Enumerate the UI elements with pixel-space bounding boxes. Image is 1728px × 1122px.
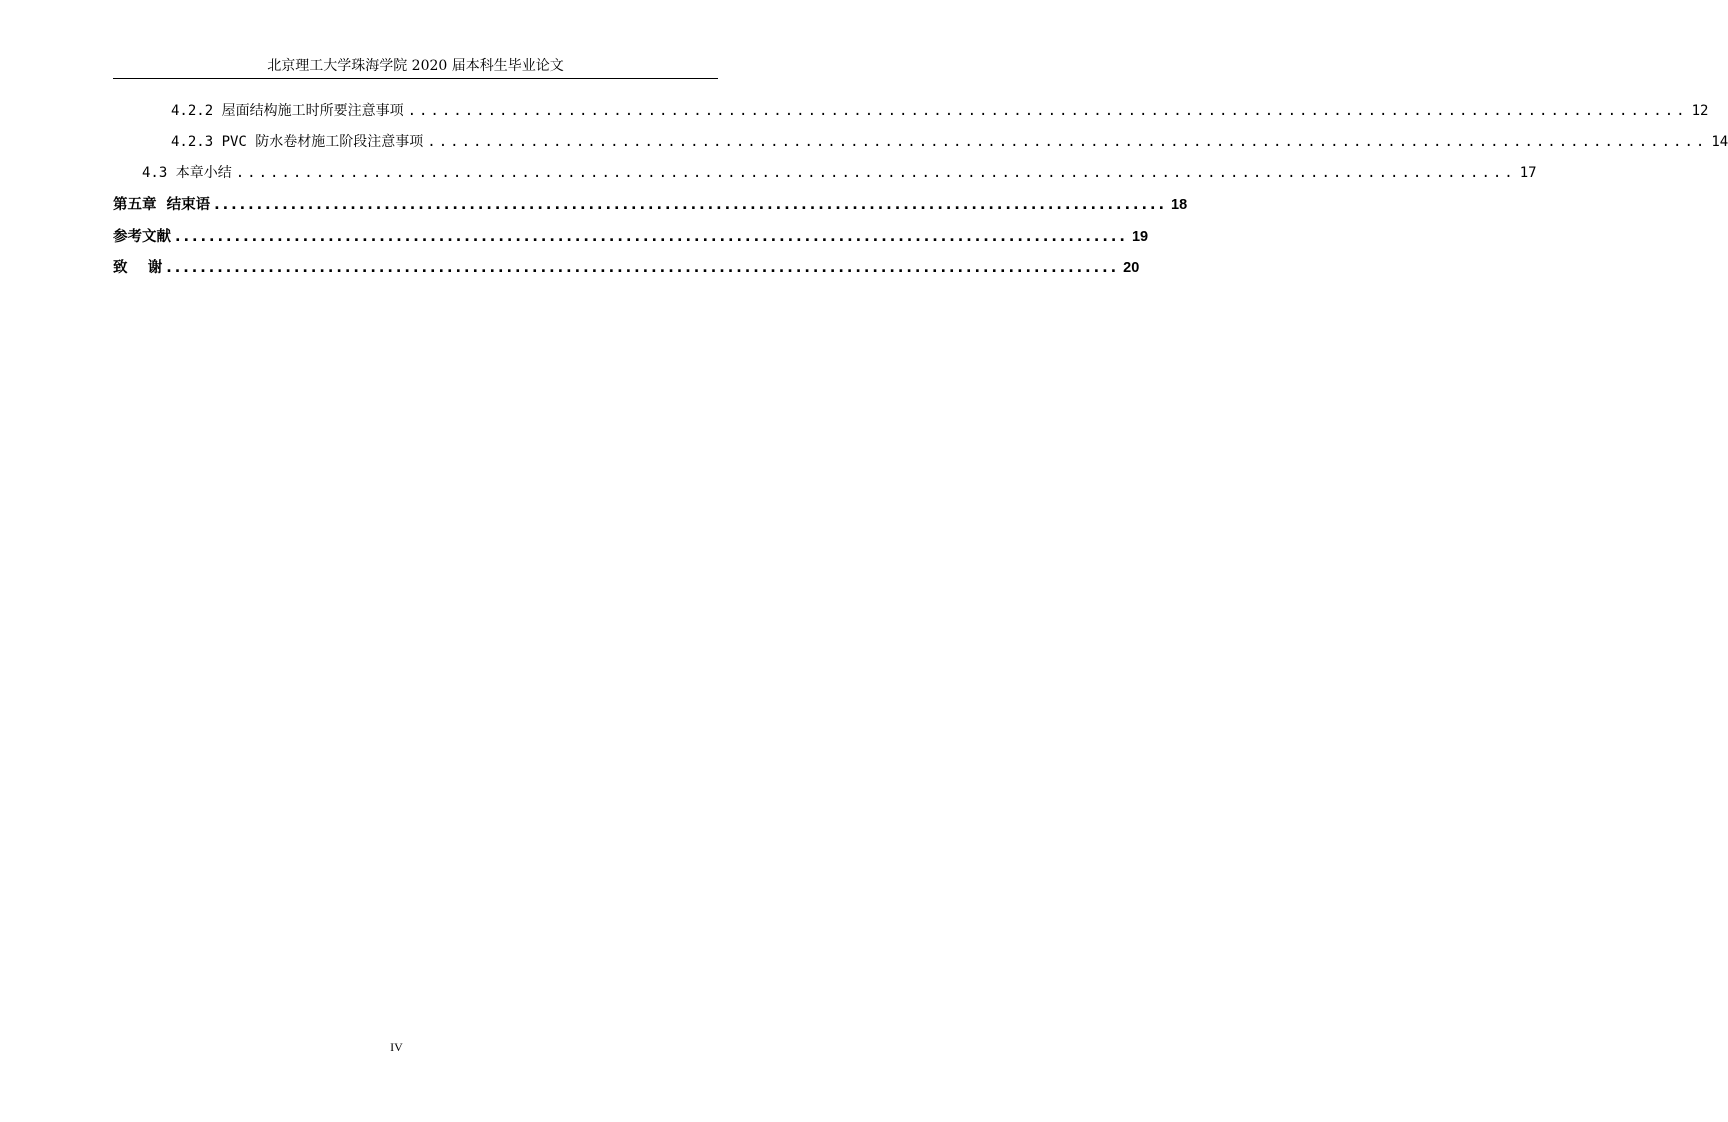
toc-entry-4-2-2[interactable] — [171, 100, 1709, 122]
toc-leader-dots: ................................................................................................................ — [175, 229, 1128, 245]
toc-entry-4-3[interactable] — [142, 162, 1537, 184]
toc-entry-references[interactable] — [113, 226, 1149, 248]
toc-leader-dots: ................................................................................................................ — [166, 260, 1120, 276]
toc-leader-dots: ................................................................................................................ — [235, 165, 1516, 181]
toc-entry-page: 18 — [1171, 197, 1188, 213]
toc-entry-label: 参考文献 — [113, 229, 171, 245]
header-rule — [113, 78, 718, 79]
toc-entry-chapter-5[interactable] — [113, 194, 1188, 216]
toc-entry-label: 4.3 本章小结 — [142, 165, 232, 181]
toc-entry-label: 致 谢 — [113, 260, 163, 276]
toc-entry-page: 14 — [1711, 134, 1728, 150]
running-header: 北京理工大学珠海学院 2020 届本科生毕业论文 — [267, 58, 564, 74]
toc-entry-page: 12 — [1691, 103, 1709, 119]
toc-leader-dots: ................................................................................................................ — [427, 134, 1708, 150]
toc-leader-dots: ................................................................................................................ — [407, 103, 1688, 119]
toc-entry-page: 19 — [1131, 229, 1149, 245]
toc-entry-page: 20 — [1123, 260, 1140, 276]
toc-entry-acknowledgements[interactable] — [113, 257, 1140, 279]
page-number: IV — [390, 1040, 403, 1054]
toc-entry-label: 第五章 结束语 — [113, 197, 211, 213]
toc-entry-label: 4.2.3 PVC 防水卷材施工阶段注意事项 — [171, 134, 424, 150]
toc-entry-4-2-3[interactable] — [171, 131, 1728, 153]
toc-leader-dots: ................................................................................................................ — [214, 197, 1168, 213]
toc-entry-label: 4.2.2 屋面结构施工时所要注意事项 — [171, 103, 404, 119]
toc-entry-page: 17 — [1519, 165, 1537, 181]
